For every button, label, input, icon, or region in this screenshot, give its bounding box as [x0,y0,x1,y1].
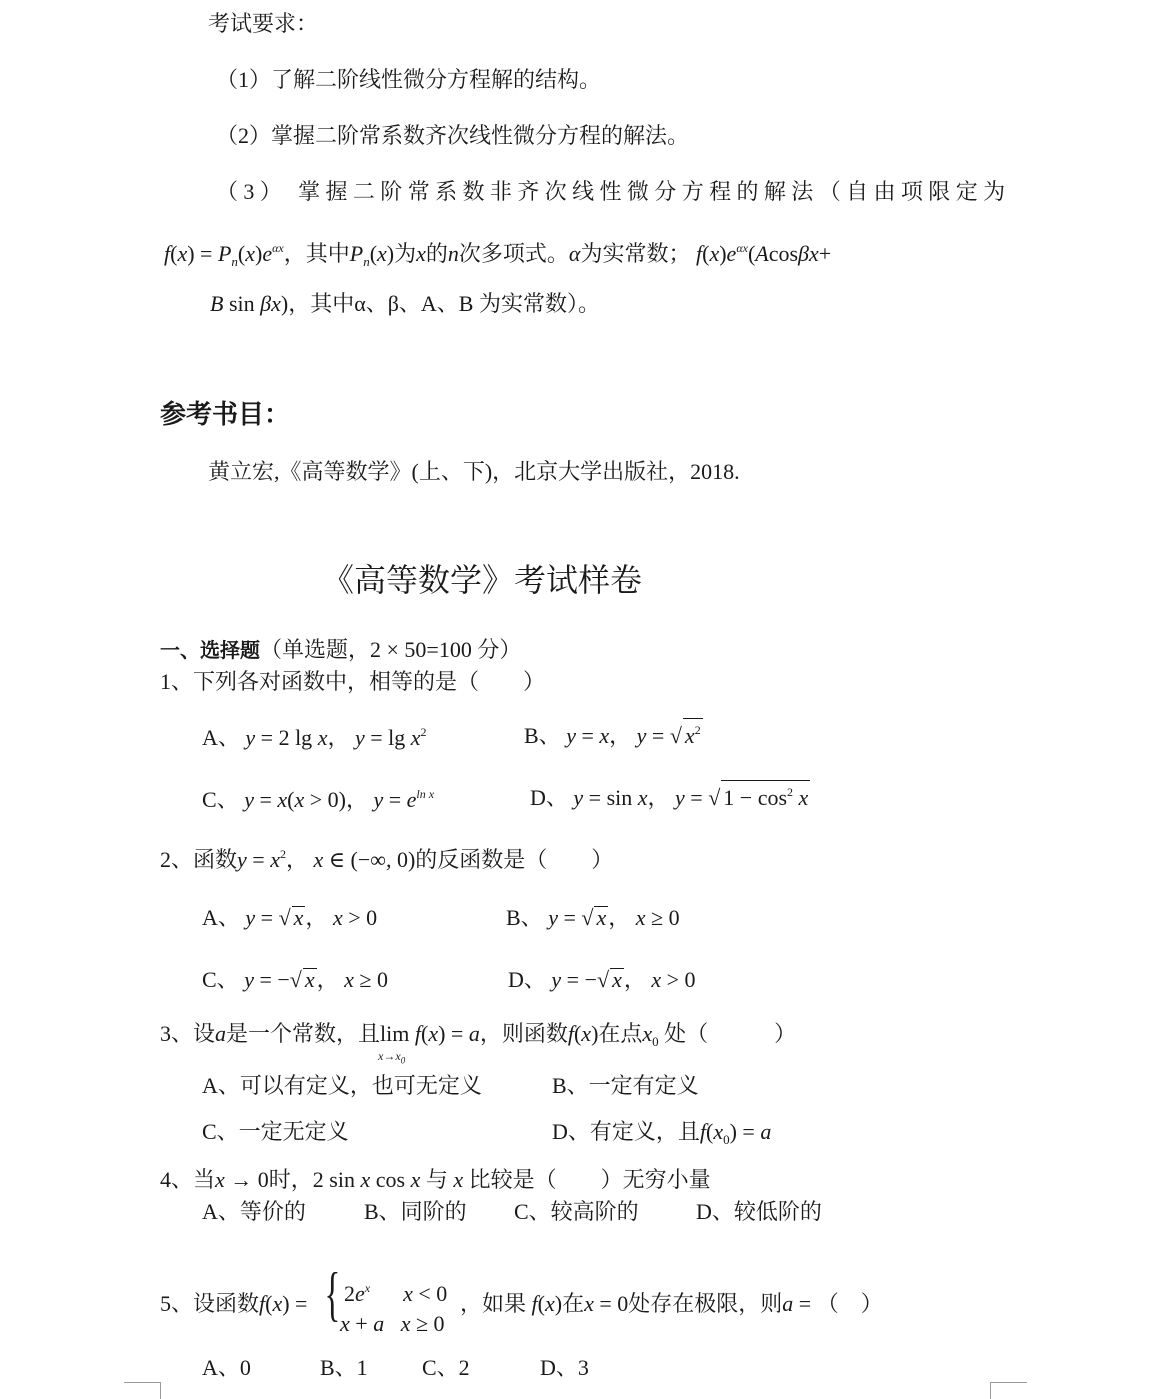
requirement-item-3-line-2: $f(x) = P_n(x)e^{\alpha x}$，其中$P_n(x)$为x的n次多项式。α为实常数； $f(x)e^{\alpha x}(Acos\beta x+$ [164,241,832,269]
question-5-stem-post: ，如果 f(x)在x = 0处存在极限，则a = （ ） [460,1291,883,1316]
stem-pre: 5、设函数 [160,1291,260,1316]
question-3-option-a: A、可以有定义，也可无定义 [202,1073,482,1098]
option-label: C、 [202,787,239,812]
question-2-stem: 2、函数$y = x^2$， x ∈ (−∞, 0)的反函数是（ ） [160,847,614,872]
question-4-option-c: C、较高阶的 [514,1199,639,1224]
question-4-option-a: A、等价的 [202,1199,306,1224]
stem-mid2: 与 [425,1167,448,1192]
question-1-option-b: B、 y = x， y = √ $x^2$ [524,718,703,750]
stem-mid2: 在 [562,1291,585,1316]
option-label: C、 [202,967,239,992]
sqrt-icon: √ [581,905,594,930]
piecewise-case-2: x + a x ≥ 0 [340,1311,445,1336]
question-2-option-d: D、 y = −√ x， x > 0 [508,967,696,992]
requirement-item-3-line-1: （3） 掌握二阶常系数非齐次线性微分方程的解法（自由项限定为 [216,179,1011,204]
stem-post: 的反函数是（ ） [415,847,614,872]
question-1-option-d: D、 y = sin x， y = √ $1 - \cos^2 x$ [530,780,810,812]
requirement-item-1: （1）了解二阶线性微分方程解的结构。 [216,67,602,92]
question-4-option-b: B、同阶的 [364,1199,467,1224]
question-5-option-a: A、0 [202,1355,251,1380]
stem-mid1: 是一个常数，且 [226,1021,381,1046]
question-2-option-b: B、 y = √ x， x ≥ 0 [506,905,680,930]
formula-f-eq-pn-e: f [164,241,171,266]
option-label: A、 [202,905,240,930]
section-1-note: （单选题，2 × 50=100 分） [260,637,522,662]
option-label: B、 [524,723,561,748]
piecewise-case-1: $2e^x$ x < 0 [344,1281,448,1306]
item3-text-d: 次多项式。 [458,241,569,266]
question-1-stem: 1、下列各对函数中，相等的是（ ） [160,669,546,694]
limit-expression: lim $x\to x_0$ [378,1021,410,1066]
section-1-heading [160,636,521,664]
question-5-option-c: C、2 [422,1355,470,1380]
references-heading: 参考书目： [160,399,291,429]
stem-pre: 4、当 [160,1167,216,1192]
option-label: D、有定义，且 [552,1119,700,1144]
question-3-option-b: B、一定有定义 [552,1073,699,1098]
question-1-option-c: C、 y = x(x > 0)， $y = e^{ln x}$ [202,787,435,812]
reference-book: 黄立宏,《高等数学》(上、下)，北京大学出版社，2018. [208,459,740,484]
question-4-stem: 4、当x → 0时，2 sin x cos x 与 x 比较是（ ）无穷小量 [160,1167,711,1192]
item3-line3-tail: ，其中α、β、A、B 为实常数）。 [288,291,600,316]
stem-mid3: 处存在极限，则 [628,1291,783,1316]
question-5-option-b: B、1 [320,1355,368,1380]
sqrt-icon: √ [289,967,302,992]
question-1-option-a: A、 y = 2 lg x， $y = \lg x^2$ [202,725,427,750]
option-label: D、 [508,967,546,992]
crop-mark-left [124,1382,161,1399]
item3-text-e: 为实常数； [580,241,691,266]
option-label: B、 [506,905,543,930]
stem-mid1: 时， [268,1167,313,1192]
requirement-item-3-line-3: B sin βx)，其中α、β、A、B 为实常数）。 [210,291,600,316]
sqrt-icon: √ [708,785,721,810]
sqrt-icon: √ [669,723,682,748]
requirements-heading: 考试要求： [208,11,319,36]
crop-mark-right [990,1382,1027,1399]
question-3-stem: 3、设a是一个常数，且lim $x\to x_0$ f(x) = a，则函数f(x)在点$x_0$ 处（ ） [160,1021,797,1066]
section-1-label: 一、选择题 [160,638,260,662]
sqrt-icon: √ [596,967,610,992]
question-5-option-d: D、3 [540,1355,589,1380]
requirement-item-2: （2）掌握二阶常系数齐次线性微分方程的解法。 [216,123,690,148]
stem-mid3: 在点 [598,1021,643,1046]
item3-text-c: 的 [425,241,448,266]
question-2-option-c: C、 y = −√ x， x ≥ 0 [202,967,388,992]
stem-pre: 3、设 [160,1021,216,1046]
stem-mid1: ，如果 [460,1291,527,1316]
item3-text-b: 为 [394,241,417,266]
question-3-option-c: C、一定无定义 [202,1119,349,1144]
exam-title: 《高等数学》考试样卷 [322,562,643,598]
option-label: D、 [530,785,568,810]
stem-post: （ ） [816,1291,883,1316]
question-4-option-d: D、较低阶的 [696,1199,822,1224]
piecewise-brace: { [324,1261,341,1327]
item3-text-a: ，其中 [283,241,350,266]
stem-post: 处（ ） [664,1021,797,1046]
stem-mid2: ，则函数 [479,1021,568,1046]
stem-pre: 2、函数 [160,847,238,872]
stem-post: 比较是（ ）无穷小量 [468,1167,711,1192]
question-5-stem-pre: 5、设函数f(x) = [160,1291,308,1316]
question-2-option-a: A、 y = √ x， x > 0 [202,905,378,930]
sqrt-icon: √ [278,905,291,930]
question-3-option-d: D、有定义，且$f(x_0) = a$ [552,1119,772,1147]
option-label: A、 [202,725,240,750]
